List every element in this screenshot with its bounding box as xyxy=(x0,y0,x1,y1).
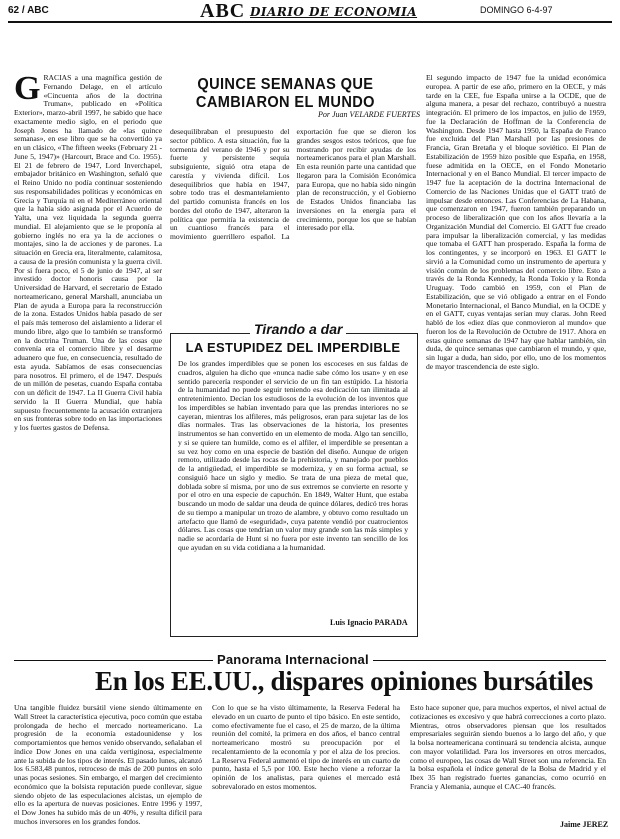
dropcap: G xyxy=(14,74,41,107)
second-article-col2-text: Con lo que se ha visto últimamente, la Reserva Federal ha elevado en un cuarto de punto el tipo básico. En este sentido, como efectivamente fue el caso, el 25 de marzo, de la última reunión del comité, la primera en dos años, el banco central norteamericano mostró su preocupación por el recalentamiento de la economía y por el alza de los precios. La Reserva Federal aumentó el tipo de interés en un cuarto de punto, hasta el 5,5 por 100. Este hecho viene a reforzar la opinión de los analistas, para quienes el mercado está sobrevalorado en estos momentos. xyxy=(212,704,400,791)
main-article-title: QUINCE SEMANAS QUE CAMBIARON EL MUNDO xyxy=(195,76,375,111)
box-article-text: De los grandes imperdibles que se ponen los escoceses en sus faldas de cuadros, alguien ha dicho que «nunca nadie sabe cómo los usan» y en ese sentido parecería responder el servicio de un fin tan estúpido. La historia de la humanidad no puede seguir teniendo esa dedicación tan ilimitada al entretenimiento. Decían los estudiosos de la evolución de los inventos que los imperdibles se habían inventado para que las prendas interiores no se cayeran, mientras los alfileres, más peligrosos, eran para sujetar las de los días normales. Tras las observaciones de la historia, los presentes instrumentos se han convertido en un elemento de moda. Algo tan sencillo, y si se quiere tan humilde, como es el alfiler, el imperdible se presentan a su vez hoy como en una especie de bastión del diseño. Aunque de origen remoto, utilizado desde las rocas de la prehistoria, y manejado por pueblos de la antigüedad, el imperdible se moderniza, y en su forma actual, se consiguió hace un siglo y medio. Se trata de una pieza de metal que, doblada sobre sí misma, por uno de sus extremos se convierte en resorte y por el otro en una especie de capuchón. En 1849, Walter Hunt, que estaba buscando un modo de saldar una deuda de quince dólares, dedicó tres horas de su tiempo a manipular un trozo de alambre, y obtuvo como resultado un artefacto que llamó de «seguridad», cuya patente vendió por cuatrocientos dólares. Las cosas que tendrían un valor muy grande son las más simples y nadie se acordaría de Hunt si no fuera por este invento tan sencillo de los que ayudan en su vida cotidiana a la humanidad. xyxy=(178,360,408,552)
box-article-signature: Luis Ignacio PARADA xyxy=(330,618,408,627)
second-article-col1-text: Una tangible fluidez bursátil viene siendo últimamente en Wall Street la característica ejecutiva, poco común que estaba prolongada de hecho el mercado norteamericano. La progresión de la economía estadounidense y los comportamientos que hemos venido observando, señalaban el índice Dow Jones en una caída vertiginosa, especialmente ante la subida de los tipos de interés. El pasado lunes, alcanzó los 6.583,48 puntos, retroceso de más de 200 puntos en solo unas pocas sesiones. Sin embargo, el margen del crecimiento económico que la bolsista reputación puede conllevar, sigue siendo objeto de las especulaciones alcistas, un ejemplo de ello es la apertura de nuevas posiciones. Entre 1996 y 1997, el Dow Jones ha subido más de un 40%, y resulta difícil para muchos inversores en los grandes fondos. xyxy=(14,704,202,826)
second-article-col1 xyxy=(14,704,202,832)
main-article-col2-text: desequilibraban el presupuesto del sector público. A esta situación, fue la tormenta del verano de 1946 y por su fuerte y persistente sequía subsiguiente, siguió otra etapa de carestía y vivienda difícil. Los desequilibrios que había en 1947, sobre todo tras el desmantelamiento del partido comunista francés en los bordes del otoño de 1947, alteraron la política que permitía la existencia de un cuantioso francés para el movimiento guerrillero español. La exportación fue que se dieron los grandes sesgos estos teóricos, que fue mostrando por recibir ayudas de los norteamericanos para el plan Marshall. En esta reunión parte una cantidad que llegaron para la Comisión Económica para Europa, que no había sido ningún plan de reconstrucción, y el Gobierno de Estados Unidos financiaba las inversiones en la energía para el crecimiento, porque los que se habían interesado por ella. xyxy=(170,128,416,241)
main-article-col1 xyxy=(14,74,162,614)
second-article-col2 xyxy=(212,704,400,832)
box-article-tag: Tirando a dar xyxy=(250,321,346,337)
masthead: ABC xyxy=(200,0,246,22)
second-article-headline: En los EE.UU., dispares opiniones bursátiles xyxy=(95,666,593,696)
second-article-kicker: Panorama Internacional xyxy=(213,652,373,667)
main-article-byline: Por Juan VELARDE FUERTES xyxy=(318,110,420,119)
box-article-title: LA ESTUPIDEZ DEL IMPERDIBLE xyxy=(185,340,401,355)
main-article-col3 xyxy=(426,74,606,642)
page-number: 62 / ABC xyxy=(8,5,49,16)
second-article-col3-text: Esto hace suponer que, para muchos expertos, el nivel actual de cotizaciones es excesivo y que habrá correcciones a corto plazo. Mientras, otros observadores piensan que los resultados empresariales seguirán siendo buenos a lo largo del año, y que la bolsa norteamericana continuará su tendencia alcista, aunque con mayor volatilidad. Para los inversores en otros mercados, como el europeo, las cosas de Wall Street son una referencia. En la bolsa española el índice general de la Bolsa de Madrid y el Ibex 35 han registrado fuertes ganancias, como ocurrió en Francia y Alemania, aunque el CAC-40 francés. xyxy=(410,704,606,791)
section-title: DIARIO DE ECONOMIA xyxy=(250,5,418,19)
main-article-col2 xyxy=(170,128,416,312)
main-article-col1-text: RACIAS a una magnífica gestión de Fernando Delage, en el artículo «Cincuenta años de la doctrina Truman», publicado en «Política Exterior», marzo-abril 1997, he sabido que hace exactamente medio siglo, en el periodo que Joseph Jones ha llamado de «las quince semanas», en ese libro que se ha convertido ya en un clásico, «The fifteen weeks (February 21 - June 5, 1947)» (Harcourt, Brace and Co. 1955). El 21 de febrero de 1947, Lord Inverchapel, embajador británico en Washington, señaló que el Reino Unido no podía continuar sosteniendo sus responsabilidades políticas y económicas en Grecia y Turquía ni en el Mediterráneo oriental que la había sido asignada por el Acuerdo de Yalta, una vez liquidada la segunda guerra mundial. El alejamiento que se le proponía al gobierno inglés no era ya la de acciones o montajes, sino la de acciones y de parones. La situación en Grecia era, literalmente, calamitosa, a causa de la presión comunista y la guerra civil. Por si fuera poco, el 5 de junio de 1947, al ser investido doctor honoris causa por la Universidad de Harvard, el secretario de Estado norteamericano, general Marshall, anunciaba un Plan de ayuda a Europa para la reconstrucción de la zona. Estados Unidos había pasado de ser el país más temeroso del aislamiento a liderar el mundo libre, algo que lo también se transformó en la doctrina Truman. Una de las cosas que convenía era el comercio libre y el desarme aduanero que fue, en consecuencia, resultado de esta ayuda. Sabíamos de esas consecuencias para nosotros. El primero, el de 1947. Después de un millón de pesetas, cuando España contaba con un déficit de 1947. La II Guerra Civil había servido la II Guerra Mundial, que había supuesto frecuentemente la acusación extranjera en sus fronteras sobre todo en las importaciones y los fuertes gastos de Defensa. xyxy=(14,74,162,432)
main-article-col3-text: El segundo impacto de 1947 fue la unidad económica europea. A partir de ese año, primero en la OECE, y más tarde en la CEE, fue España unirse a la OCDE, que de alguna manera, a pesar del rechazo, contribuyó a nuestra integración. El primero de los impactos, en julio de 1959, fue la Declaración de Hoffman de la Conferencia de Washington. Desde 1947 hasta 1950, la España de Franco fue excluida del Plan Marshall por las presiones de Francia, Gran Bretaña y el bloque soviético. El Plan de Estabilización de 1959 hizo posible que España, en 1958, fuese admitida en la OECE, en el Fondo Monetario Internacional y en el Banco Mundial. El tercer impacto de 1947 fue la aceptación de la doctrina Internacional de Comercio de las Naciones Unidas que el GATT trató de impulsar desde entonces. Las Conferencias de La Habana, que comenzaron en 1947, fueron también preparando un proceso de liberalización que con los años llevaría a la Organización Mundial del Comercio. El GATT fue creado para impulsar la liberalización comercial, y las medidas que tomaba el GATT han prosperado. España la forma de los contingentes, y se incorporó en 1963. El GATT le sirvió a la Comunidad como un instrumento de apertura y visión común de los problemas del comercio libre. Esto a través de la Ronda Kennedy, la Ronda Tokio y la Ronda Uruguay. Todo cambió en 1959, con el Plan de Estabilización, que se vió obligado a entrar en el Fondo Monetario Internacional, el Banco Mundial, en la OCDE y en el GATT, cuyas ventajas serían muy claras. John Reed habló de los «diez días que conmovieron al mundo» que fueron los de la Revolución de Octubre de 1917. Ahora en estas quince semanas de 1947 hay que hablar también, sin duda, de quince semanas que cambiaron el mundo, y que, sin lugar a duda, han sido, por ello, uno de los momentos de mayor trascendencia de este siglo. xyxy=(426,74,606,371)
box-article-body xyxy=(178,360,408,615)
issue-date: DOMINGO 6-4-97 xyxy=(480,5,553,15)
header-rule xyxy=(8,21,612,23)
second-article-signature: Jaime JEREZ xyxy=(560,820,609,829)
second-article-col3 xyxy=(410,704,606,818)
